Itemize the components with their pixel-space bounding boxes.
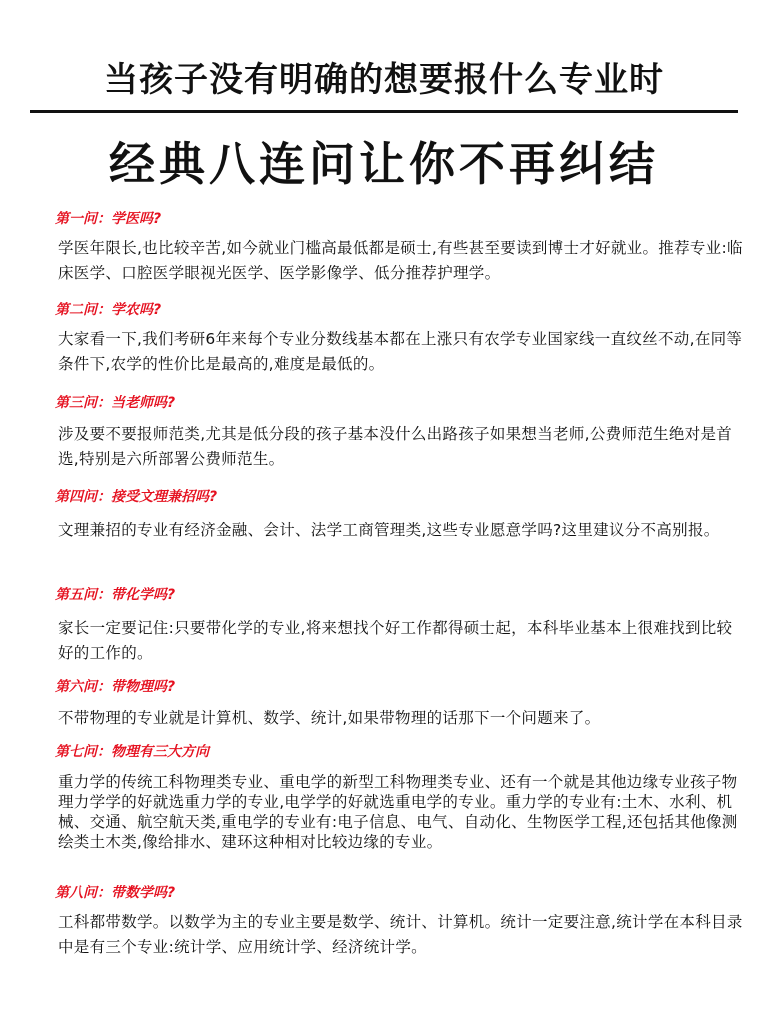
answer-7: 重力学的传统工科物理类专业、重电学的新型工科物理类专业、还有一个就是其他边缘专业孩子物理力学学的好就选重力学的专业,电学学的好就选重电学的专业。重力学的专业有:土木、水利、机械、交通、航空航天类,重电学的专业有:电子信息、电气、自动化、生物医学工程,还包括其他像测绘类土木类,像给排水、建环这种相对比较边缘的专业。 [58,773,738,851]
question-5: 第五问：带化学吗? [55,587,176,603]
title-divider [30,110,738,113]
page-title-top: 当孩子没有明确的想要报什么专业时 [104,60,664,100]
question-4: 第四问：接受文理兼招吗? [55,489,218,505]
question-3: 第三问：当老师吗? [55,395,176,411]
answer-3: 涉及要不要报师范类,尤其是低分段的孩子基本没什么出路孩子如果想当老师,公费师范生绝对是首选,特别是六所部署公费师范生。 [58,425,733,468]
question-1: 第一问：学医吗? [55,211,162,227]
question-2: 第二问：学农吗? [55,302,162,318]
answer-8: 工科都带数学。以数学为主的专业主要是数学、统计、计算机。统计一定要注意,统计学在本科目录中是有三个专业:统计学、应用统计学、经济统计学。 [58,913,743,956]
page-title-main: 经典八连问让你不再纠结 [109,137,659,191]
answer-4: 文理兼招的专业有经济金融、会计、法学工商管理类,这些专业愿意学吗?这里建议分不高别报。 [58,521,720,539]
answer-2: 大家看一下,我们考研6年来每个专业分数线基本都在上涨只有农学专业国家线一直纹丝不动,在同等条件下,农学的性价比是最高的,难度是最低的。 [58,330,743,373]
answer-1: 学医年限长,也比较辛苦,如今就业门槛高最低都是硕士,有些甚至要读到博士才好就业。推荐专业:临床医学、口腔医学眼视光医学、医学影像学、低分推荐护理学。 [58,239,743,282]
question-8: 第八问：带数学吗? [55,885,176,901]
question-6: 第六问：带物理吗? [55,679,176,695]
question-7: 第七问：物理有三大方向 [55,744,209,760]
answer-6: 不带物理的专业就是计算机、数学、统计,如果带物理的话那下一个问题来了。 [58,709,601,727]
answer-5: 家长一定要记住:只要带化学的专业,将来想找个好工作都得硕士起，本科毕业基本上很难找到比较好的工作的。 [58,619,733,662]
